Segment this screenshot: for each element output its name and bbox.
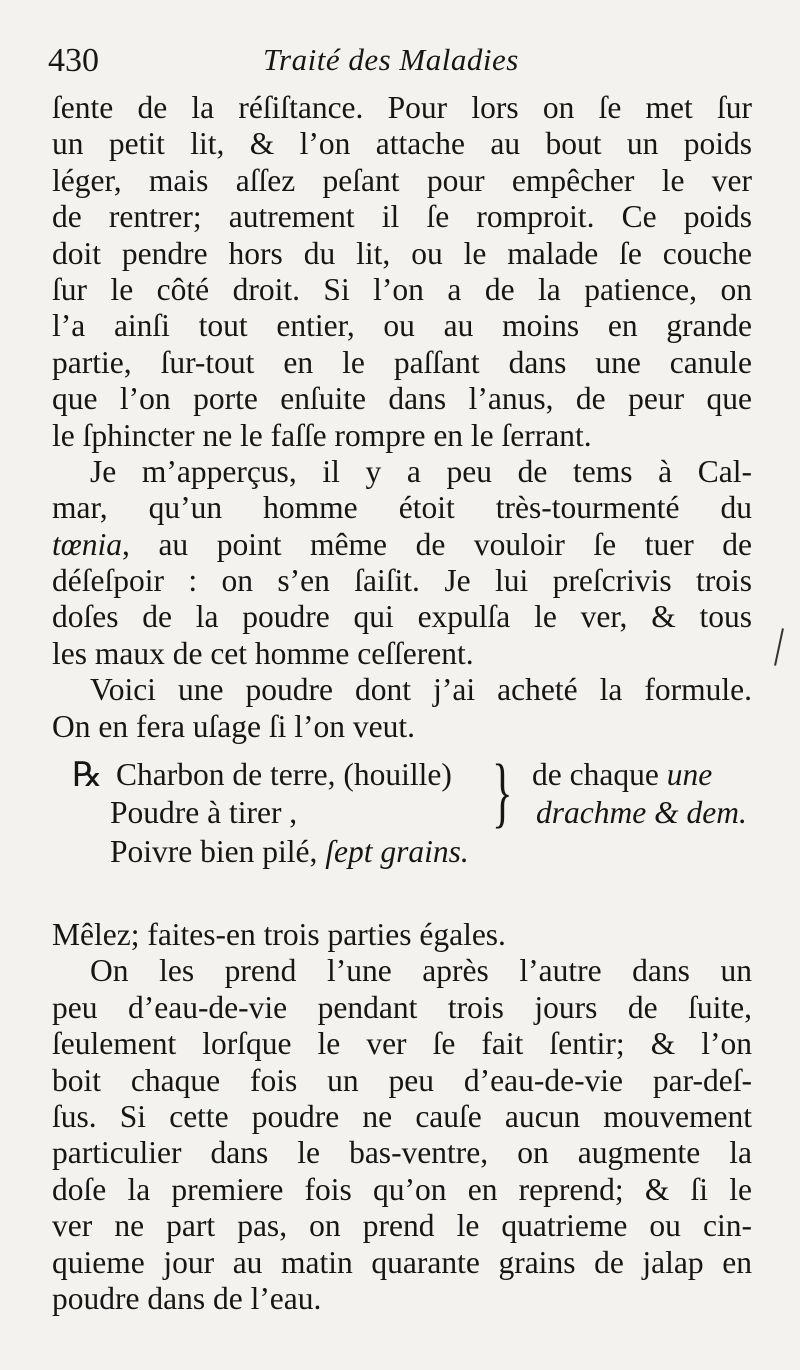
running-title: Traité des Maladies — [263, 42, 519, 77]
text-line: quieme jour au matin quarante grains de jalap en — [52, 1244, 752, 1280]
recipe-quantity: drachme & dem. — [536, 795, 747, 831]
paragraph-5 — [52, 953, 752, 1317]
text-line: On en fera uſage ſi l’on veut. — [52, 708, 415, 744]
text-line: peu d’eau-de-vie pendant trois jours de ſuite, — [52, 989, 752, 1025]
text-line — [52, 527, 752, 563]
quantity-text: de chaque — [532, 757, 659, 793]
text-line: un petit lit, & l’on attache au bout un poids — [52, 126, 752, 162]
ingredient-name: Poivre bien pilé, — [110, 834, 318, 870]
text-line: l’a ainſi tout entier, ou au moins en grande — [52, 308, 752, 344]
text-line: Voici une poudre dont j’ai acheté la formule. — [90, 672, 752, 708]
text-line: doit pendre hors du lit, ou le malade ſe couche — [52, 235, 752, 271]
recipe-ingredient — [110, 834, 469, 870]
italic-term: tœnia — [52, 526, 123, 562]
text-line: boit chaque fois un peu d’eau-de-vie par-deſ- — [52, 1062, 752, 1098]
paragraph-3 — [52, 672, 752, 745]
recipe-ingredient: Charbon de terre, (houille) — [116, 757, 452, 793]
text-line: déſeſpoir : on s’en ſaiſit. Je lui preſcrivis trois — [52, 563, 752, 599]
recipe-quantity — [532, 757, 712, 793]
text-line: poudre dans de l’eau. — [52, 1280, 322, 1316]
text-line: ver ne part pas, on prend le quatrieme ou cin- — [52, 1208, 752, 1244]
margin-mark — [774, 628, 784, 666]
text-line: ſeulement lorſque le ver ſe fait ſentir; & l’on — [52, 1026, 752, 1062]
paragraph-4 — [52, 917, 752, 953]
quantity-italic: une — [666, 757, 713, 793]
text-line: Je m’apperçus, il y a peu de tems à Cal- — [90, 453, 752, 489]
text-line: On les prend l’une après l’autre dans un — [90, 953, 752, 989]
text-line: partie, ſur-tout en le paſſant dans une canule — [52, 344, 752, 380]
page-header — [48, 38, 748, 88]
recipe-brace: } — [492, 748, 513, 836]
paragraph-1 — [52, 90, 752, 454]
recipe-symbol: ℞ — [72, 757, 103, 795]
text-line: léger, mais aſſez peſant pour empêcher le ver — [52, 162, 752, 198]
text-line: Mêlez; faites-en trois parties égales. — [52, 917, 506, 953]
text-line: le ſphincter ne le faſſe rompre en le ſerrant. — [52, 417, 592, 453]
text-line: ſur le côté droit. Si l’on a de la patience, on — [52, 271, 752, 307]
ingredient-quantity: ſept grains. — [325, 834, 469, 870]
text-line: que l’on porte enſuite dans l’anus, de peur que — [52, 381, 752, 417]
text-line: doſe la premiere fois qu’on en reprend; & ſi le — [52, 1171, 752, 1207]
text-line: mar, qu’un homme étoit très-tourmenté du — [52, 490, 752, 526]
page-number: 430 — [48, 42, 99, 79]
text-line: doſes de la poudre qui expulſa le ver, & tous — [52, 599, 752, 635]
recipe-block — [52, 748, 752, 877]
paragraph-2 — [52, 454, 752, 672]
text-line: de rentrer; autrement il ſe romproit. Ce poids — [52, 199, 752, 235]
text-line: ſente de la réſiſtance. Pour lors on ſe met ſur — [52, 90, 752, 125]
text-line: ſus. Si cette poudre ne cauſe aucun mouvement — [52, 1098, 752, 1134]
text-line: les maux de cet homme ceſſerent. — [52, 635, 474, 671]
recipe-ingredient: Poudre à tirer , — [110, 795, 298, 831]
page-body — [52, 90, 752, 1317]
text-line: particulier dans le bas-ventre, on augmente la — [52, 1135, 752, 1171]
text-run: , au point même de vouloir ſe tuer de — [122, 526, 752, 562]
